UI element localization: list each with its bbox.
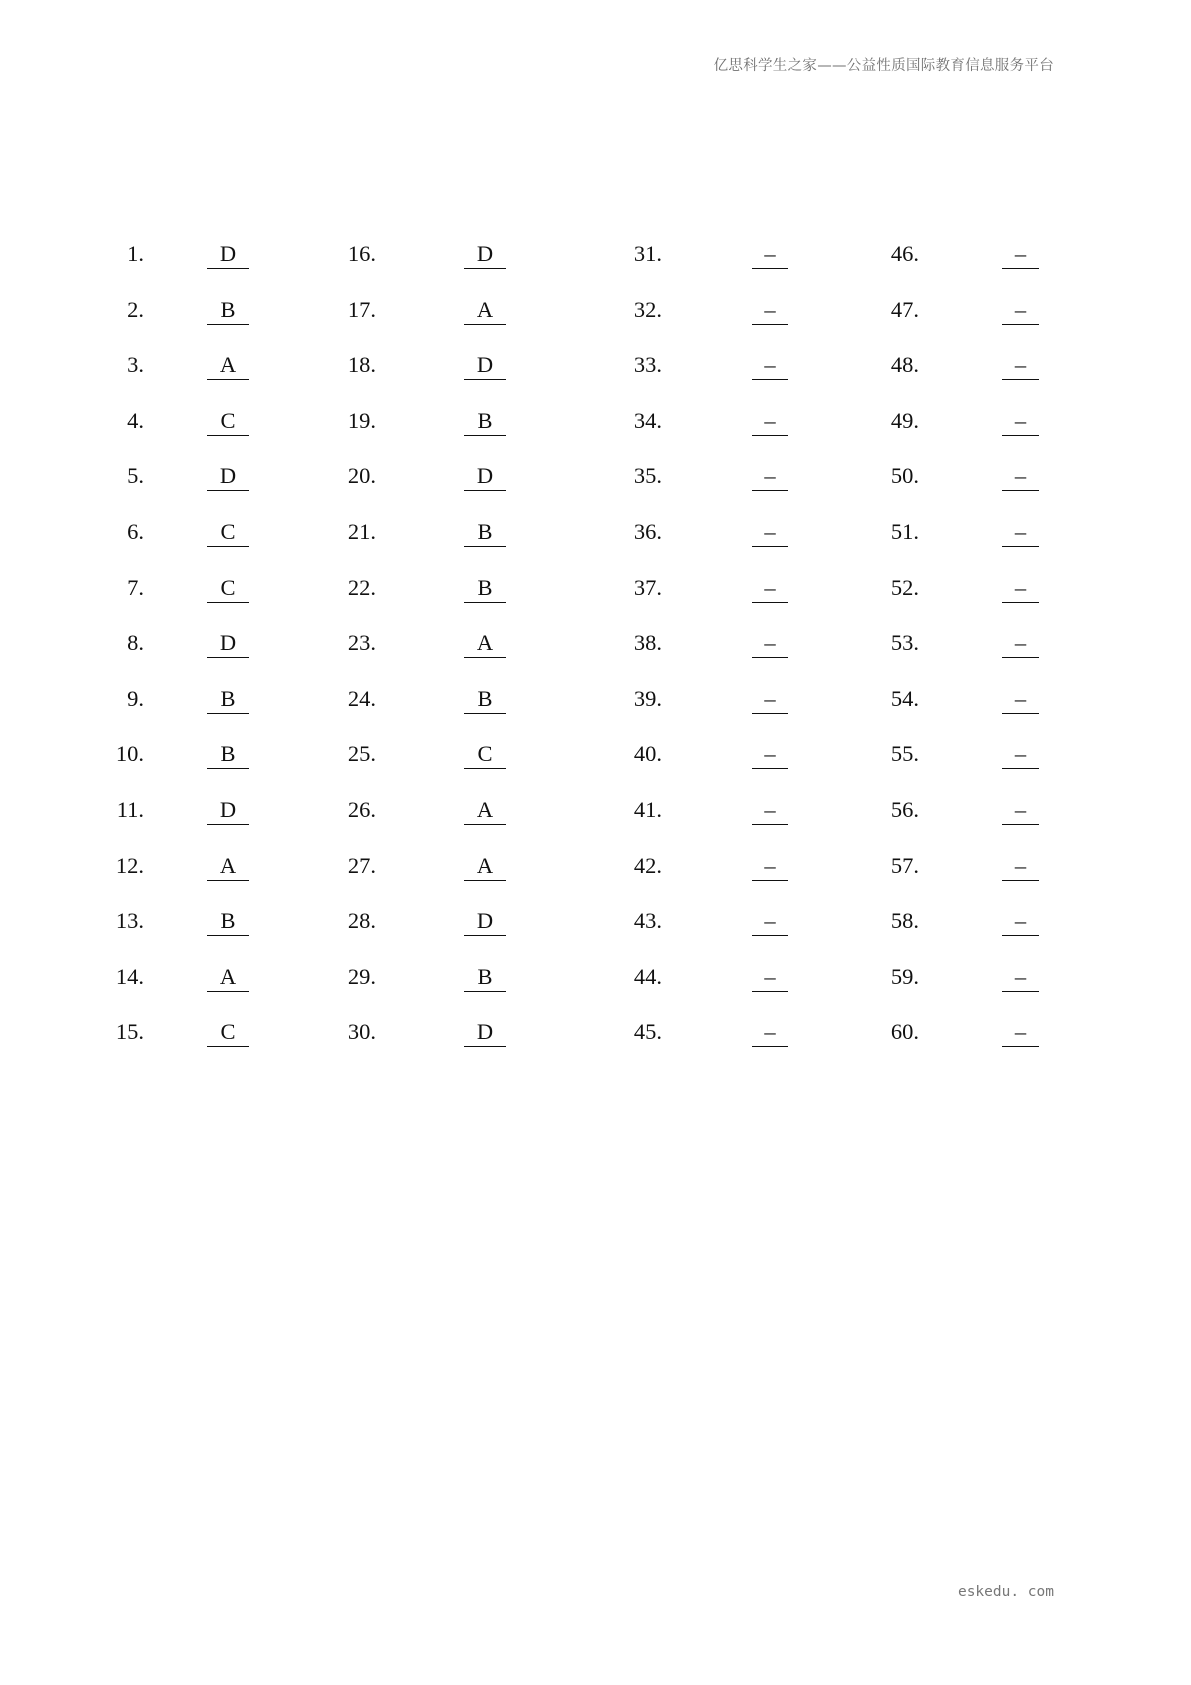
answer-value: – xyxy=(752,962,788,992)
question-number: 50. xyxy=(890,463,919,488)
question-number: 52. xyxy=(890,575,919,600)
question-number: 36. xyxy=(633,519,662,544)
answer-value: D xyxy=(464,461,506,491)
question-number: 19. xyxy=(347,408,376,433)
answer-value: – xyxy=(1002,795,1039,825)
answer-value: – xyxy=(1002,239,1039,269)
answer-value: D xyxy=(207,795,249,825)
answer-value: B xyxy=(207,295,249,325)
answer-value: D xyxy=(464,1017,506,1047)
question-number: 40. xyxy=(633,741,662,766)
question-number: 10. xyxy=(115,741,144,766)
answer-value: – xyxy=(1002,851,1039,881)
question-number: 25. xyxy=(347,741,376,766)
question-number: 37. xyxy=(633,575,662,600)
answer-value: B xyxy=(464,962,506,992)
answer-value: – xyxy=(1002,684,1039,714)
page-header: 亿思科学生之家——公益性质国际教育信息服务平台 xyxy=(713,58,1054,74)
answer-value: B xyxy=(207,739,249,769)
question-number: 16. xyxy=(347,241,376,266)
answer-value: B xyxy=(464,517,506,547)
question-number: 5. xyxy=(127,463,144,488)
page-footer: eskedu. com xyxy=(957,1584,1054,1600)
answer-value: – xyxy=(752,517,788,547)
question-number: 57. xyxy=(890,853,919,878)
answer-value: – xyxy=(1002,906,1039,936)
question-number: 12. xyxy=(115,853,144,878)
question-number: 41. xyxy=(633,797,662,822)
question-number: 35. xyxy=(633,463,662,488)
answer-value: C xyxy=(207,406,249,436)
answer-value: C xyxy=(207,573,249,603)
question-number: 21. xyxy=(347,519,376,544)
question-number: 4. xyxy=(127,408,144,433)
question-number: 60. xyxy=(890,1019,919,1044)
question-number: 54. xyxy=(890,686,919,711)
answer-value: – xyxy=(1002,406,1039,436)
answer-value: – xyxy=(1002,295,1039,325)
question-number: 7. xyxy=(127,575,144,600)
answer-value: A xyxy=(464,628,506,658)
answer-value: A xyxy=(464,851,506,881)
question-number: 56. xyxy=(890,797,919,822)
question-number: 22. xyxy=(347,575,376,600)
answer-value: – xyxy=(1002,962,1039,992)
question-number: 23. xyxy=(347,630,376,655)
answer-value: – xyxy=(1002,1017,1039,1047)
question-number: 31. xyxy=(633,241,662,266)
answer-value: C xyxy=(207,517,249,547)
answer-value: – xyxy=(752,906,788,936)
answer-value: – xyxy=(1002,350,1039,380)
answer-value: D xyxy=(464,906,506,936)
answer-value: B xyxy=(207,684,249,714)
question-number: 18. xyxy=(347,352,376,377)
question-number: 38. xyxy=(633,630,662,655)
question-number: 44. xyxy=(633,964,662,989)
answer-value: B xyxy=(464,684,506,714)
answer-value: – xyxy=(752,795,788,825)
answer-value: – xyxy=(752,1017,788,1047)
answer-value: A xyxy=(464,795,506,825)
question-number: 15. xyxy=(115,1019,144,1044)
answer-value: D xyxy=(207,628,249,658)
question-number: 29. xyxy=(347,964,376,989)
answer-value: – xyxy=(1002,573,1039,603)
answer-value: B xyxy=(464,573,506,603)
question-number: 9. xyxy=(127,686,144,711)
question-number: 43. xyxy=(633,908,662,933)
answer-value: – xyxy=(752,350,788,380)
question-number: 20. xyxy=(347,463,376,488)
answer-value: – xyxy=(752,851,788,881)
question-number: 48. xyxy=(890,352,919,377)
question-number: 51. xyxy=(890,519,919,544)
question-number: 46. xyxy=(890,241,919,266)
question-number: 11. xyxy=(116,797,144,822)
question-number: 42. xyxy=(633,853,662,878)
answer-value: – xyxy=(752,573,788,603)
question-number: 45. xyxy=(633,1019,662,1044)
question-number: 58. xyxy=(890,908,919,933)
answer-value: A xyxy=(207,962,249,992)
answer-value: – xyxy=(752,739,788,769)
question-number: 47. xyxy=(890,297,919,322)
question-number: 1. xyxy=(127,241,144,266)
answer-value: – xyxy=(752,295,788,325)
question-number: 3. xyxy=(127,352,144,377)
answer-value: – xyxy=(752,406,788,436)
question-number: 39. xyxy=(633,686,662,711)
answer-value: B xyxy=(207,906,249,936)
answer-value: – xyxy=(1002,739,1039,769)
answer-value: B xyxy=(464,406,506,436)
question-number: 53. xyxy=(890,630,919,655)
question-number: 8. xyxy=(127,630,144,655)
answer-value: A xyxy=(207,851,249,881)
question-number: 55. xyxy=(890,741,919,766)
answer-value: D xyxy=(207,461,249,491)
question-number: 26. xyxy=(347,797,376,822)
answer-value: – xyxy=(752,628,788,658)
answer-value: – xyxy=(1002,461,1039,491)
question-number: 17. xyxy=(347,297,376,322)
answer-value: D xyxy=(464,350,506,380)
question-number: 49. xyxy=(890,408,919,433)
answer-value: A xyxy=(464,295,506,325)
question-number: 30. xyxy=(347,1019,376,1044)
answer-value: – xyxy=(1002,628,1039,658)
question-number: 13. xyxy=(115,908,144,933)
answer-value: – xyxy=(752,684,788,714)
answer-value: C xyxy=(464,739,506,769)
question-number: 14. xyxy=(115,964,144,989)
question-number: 32. xyxy=(633,297,662,322)
question-number: 2. xyxy=(127,297,144,322)
answer-value: – xyxy=(752,239,788,269)
question-number: 33. xyxy=(633,352,662,377)
answer-value: – xyxy=(752,461,788,491)
answer-value: C xyxy=(207,1017,249,1047)
question-number: 24. xyxy=(347,686,376,711)
question-number: 27. xyxy=(347,853,376,878)
answer-value: D xyxy=(464,239,506,269)
question-number: 34. xyxy=(633,408,662,433)
answer-value: A xyxy=(207,350,249,380)
question-number: 6. xyxy=(127,519,144,544)
answer-value: – xyxy=(1002,517,1039,547)
answer-value: D xyxy=(207,239,249,269)
question-number: 59. xyxy=(890,964,919,989)
question-number: 28. xyxy=(347,908,376,933)
